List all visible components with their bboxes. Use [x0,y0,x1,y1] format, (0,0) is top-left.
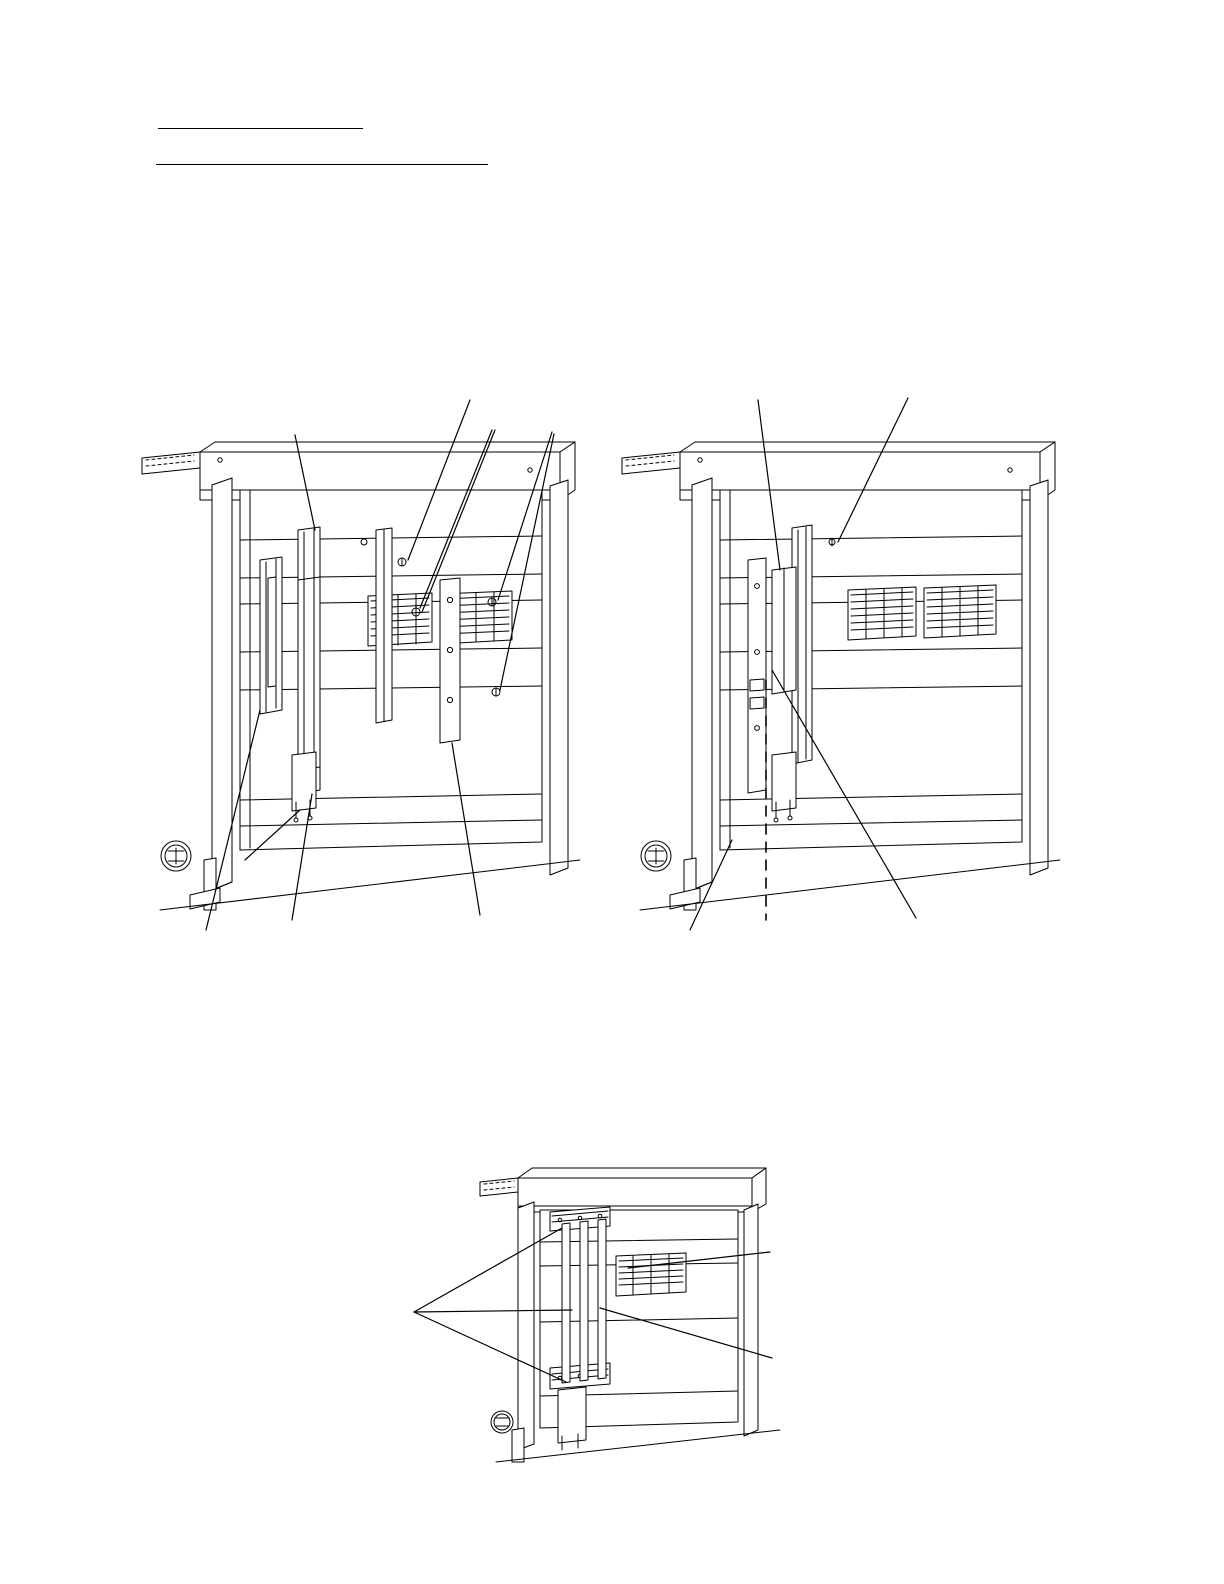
right-jamb [1030,480,1048,875]
bracket-plate-c [772,567,796,694]
left-jamb [670,478,712,910]
edge-sensor-strip [268,577,276,687]
heading-rule-top [158,128,363,129]
left-jamb [512,1202,534,1462]
figure-bottom [400,1150,820,1480]
bracket-plate-d [440,578,460,743]
right-jamb [744,1204,758,1436]
figure-upper-right [620,390,1080,960]
figure-upper-left [140,390,600,960]
bracket-plate-c [376,528,392,723]
heading-rule-second [156,164,488,165]
right-jamb [550,480,568,875]
vertical-guide-rails [562,1219,606,1383]
control-panel-strip [748,558,766,793]
floor-line [496,1430,780,1462]
latch-box [558,1387,586,1450]
header-band [480,1168,766,1212]
circular-manufacturer-logo [161,841,191,871]
circular-manufacturer-logo [641,841,671,871]
left-jamb [190,478,232,910]
vent-louvers [616,1253,686,1296]
circular-manufacturer-logo [491,1411,513,1433]
